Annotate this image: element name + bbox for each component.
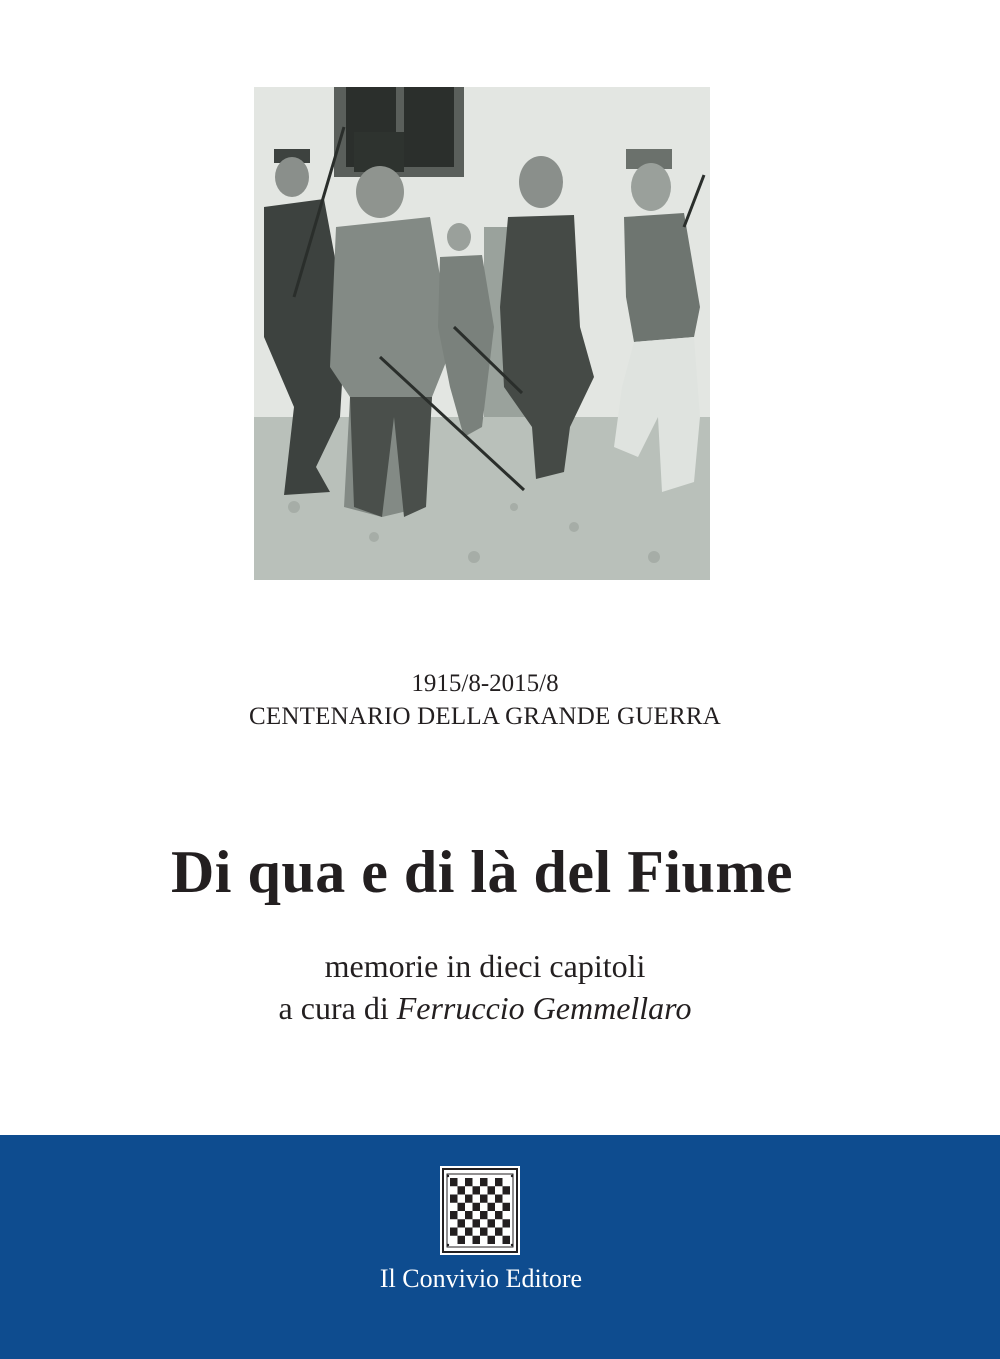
dates-line: 1915/8-2015/8: [411, 670, 559, 697]
series-title: CENTENARIO DELLA GRANDE GUERRA: [249, 703, 721, 730]
curator-line: [0, 988, 970, 1028]
book-subtitle: memorie in dieci capitoli: [324, 948, 646, 984]
checkerboard-logo-icon: [440, 1166, 520, 1255]
book-title: Di qua e di là del Fiume: [170, 839, 794, 905]
cover-photograph: [254, 87, 710, 580]
publisher-name: Il Convivio Editore: [379, 1264, 583, 1293]
curator-prefix: a cura di: [278, 990, 389, 1026]
curator-name: Ferruccio Gemmellaro: [396, 990, 692, 1026]
